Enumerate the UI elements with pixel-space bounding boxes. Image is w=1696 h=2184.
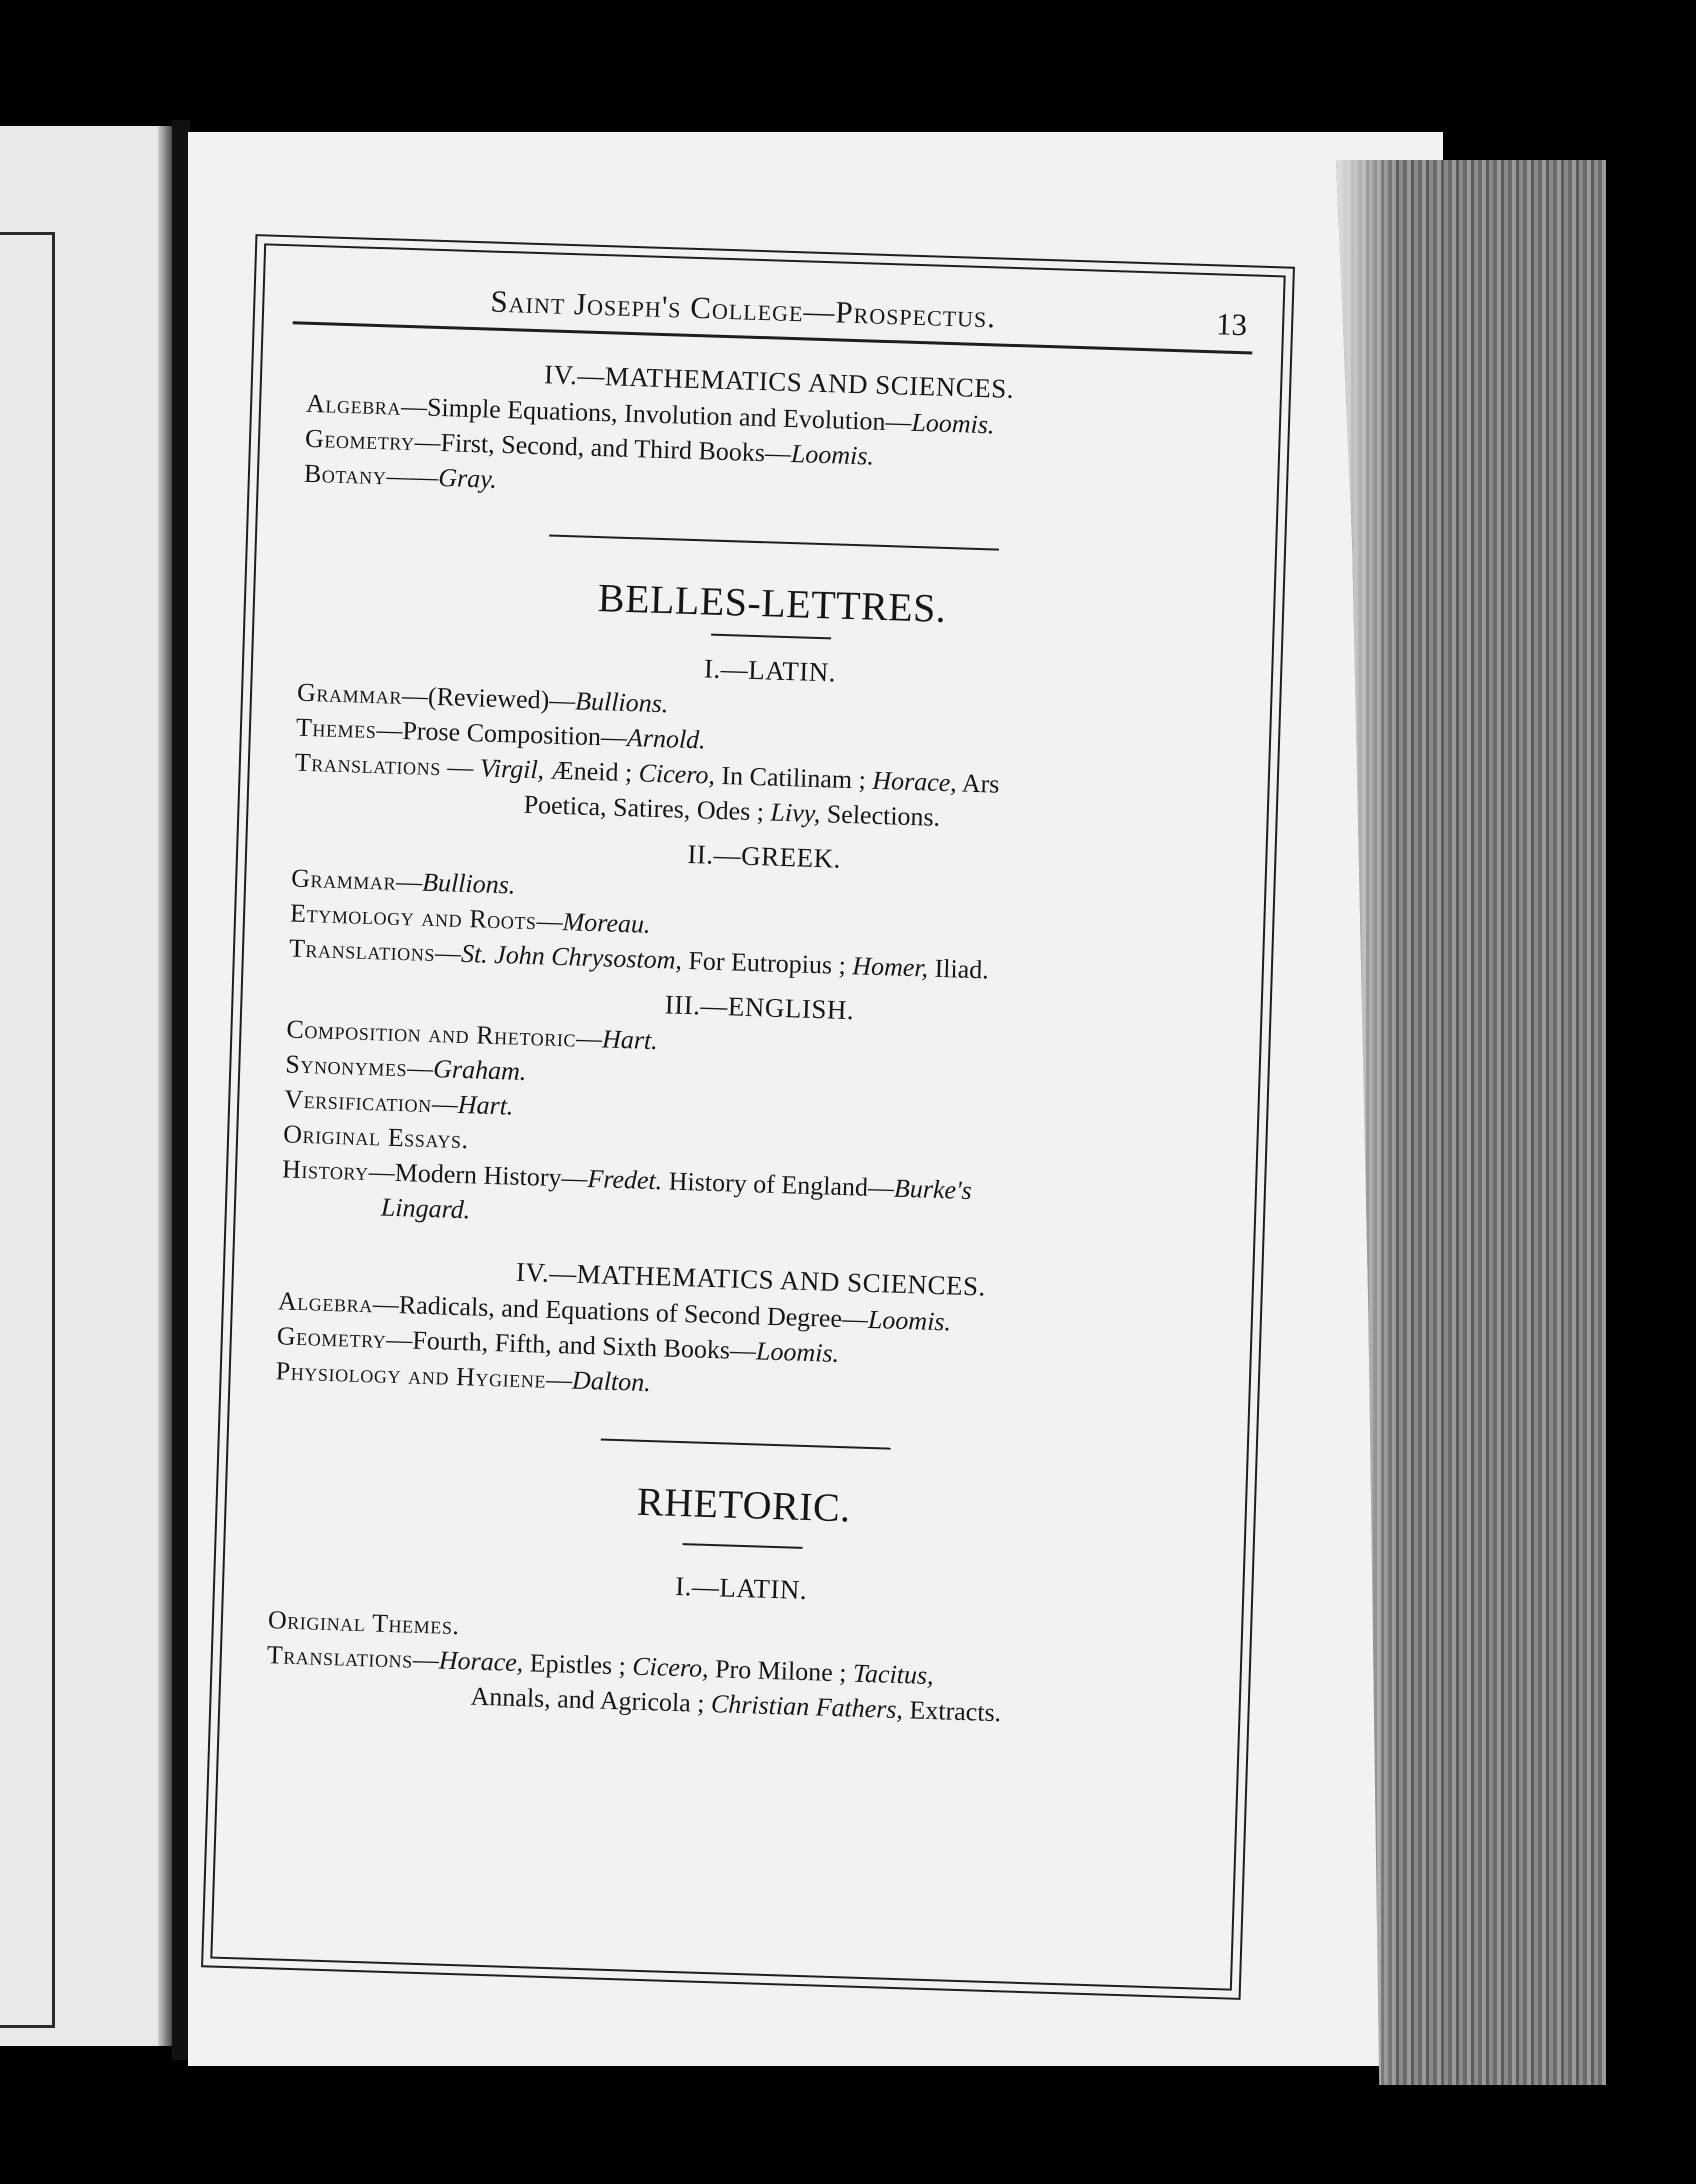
- page-number: 13: [1215, 306, 1248, 343]
- course-line-translations-latin-cont: Poetica, Satires, Odes ; Livy, Selections.: [523, 789, 941, 832]
- divider-rule-1: [549, 534, 999, 550]
- course-line-algebra-2: Algebra—Radicals, and Equations of Second Degree—Loomis.: [277, 1286, 952, 1337]
- course-line-grammar-greek: Grammar—Bullions.: [290, 863, 516, 900]
- course-line-composition: Composition and Rhetoric—Hart.: [286, 1014, 659, 1056]
- left-page-frame: [0, 232, 55, 2028]
- course-line-translations-greek: Translations—St. John Chrysostom, For Eutropius ; Homer, Iliad.: [288, 933, 990, 985]
- section-heading-math-2: IV.—MATHEMATICS AND SCIENCES.: [515, 1256, 987, 1302]
- course-line-etymology: Etymology and Roots—Moreau.: [289, 898, 651, 939]
- section-heading-greek: II.—GREEK.: [687, 838, 842, 874]
- left-page: [0, 126, 172, 2046]
- title-underline-belles-lettres: [711, 634, 831, 640]
- course-line-synonymes: Synonymes—Graham.: [284, 1049, 527, 1087]
- section-heading-math-1: IV.—MATHEMATICS AND SCIENCES.: [543, 359, 1015, 404]
- divider-rule-2: [601, 1439, 891, 1450]
- course-line-versification: Versification—Hart.: [283, 1084, 514, 1121]
- course-line-original-themes: Original Themes.: [267, 1605, 461, 1641]
- title-underline-rhetoric: [683, 1543, 803, 1549]
- section-heading-latin-rhetoric: I.—LATIN.: [674, 1570, 808, 1606]
- course-line-geometry-2: Geometry—Fourth, Fifth, and Sixth Books—Loomis.: [276, 1321, 840, 1368]
- course-line-grammar-latin: Grammar—(Reviewed)—Bullions.: [296, 677, 669, 719]
- course-line-botany: Botany——Gray.: [303, 458, 498, 494]
- page-body: [265, 348, 1251, 1737]
- course-line-translations-rhetoric: Translations—Horace, Epistles ; Cicero, Pro Milone ; Tacitus,: [266, 1640, 935, 1691]
- page-fore-edge: [1336, 160, 1606, 2085]
- title-belles-lettres: BELLES-LETTRES.: [597, 575, 948, 631]
- course-line-themes: Themes—Prose Composition—Arnold.: [295, 712, 707, 755]
- course-line-translations-latin: Translations — Virgil, Æneid ; Cicero, In Catilinam ; Horace, Ars: [294, 747, 1000, 799]
- section-heading-english: III.—ENGLISH.: [664, 989, 855, 1026]
- course-line-geometry-1: Geometry—First, Second, and Third Books—Loomis.: [304, 423, 875, 471]
- section-heading-latin: I.—LATIN.: [703, 653, 837, 688]
- course-line-history: History—Modern History—Fredet. History of England—Burke's: [281, 1154, 973, 1206]
- course-line-translations-rhetoric-cont: Annals, and Agricola ; Christian Fathers, Extracts.: [470, 1681, 1002, 1728]
- course-line-essays: Original Essays.: [282, 1119, 470, 1155]
- course-line-algebra-1: Algebra—Simple Equations, Involution and Evolution—Loomis.: [305, 388, 995, 440]
- title-rhetoric: RHETORIC.: [636, 1478, 852, 1531]
- page-content: [201, 234, 1295, 2000]
- running-title: Saint Joseph's College—Prospectus.: [490, 283, 997, 335]
- left-page-edge: [158, 126, 172, 2046]
- course-line-history-cont: Lingard.: [380, 1192, 471, 1225]
- course-line-physiology: Physiology and Hygiene—Dalton.: [275, 1356, 652, 1398]
